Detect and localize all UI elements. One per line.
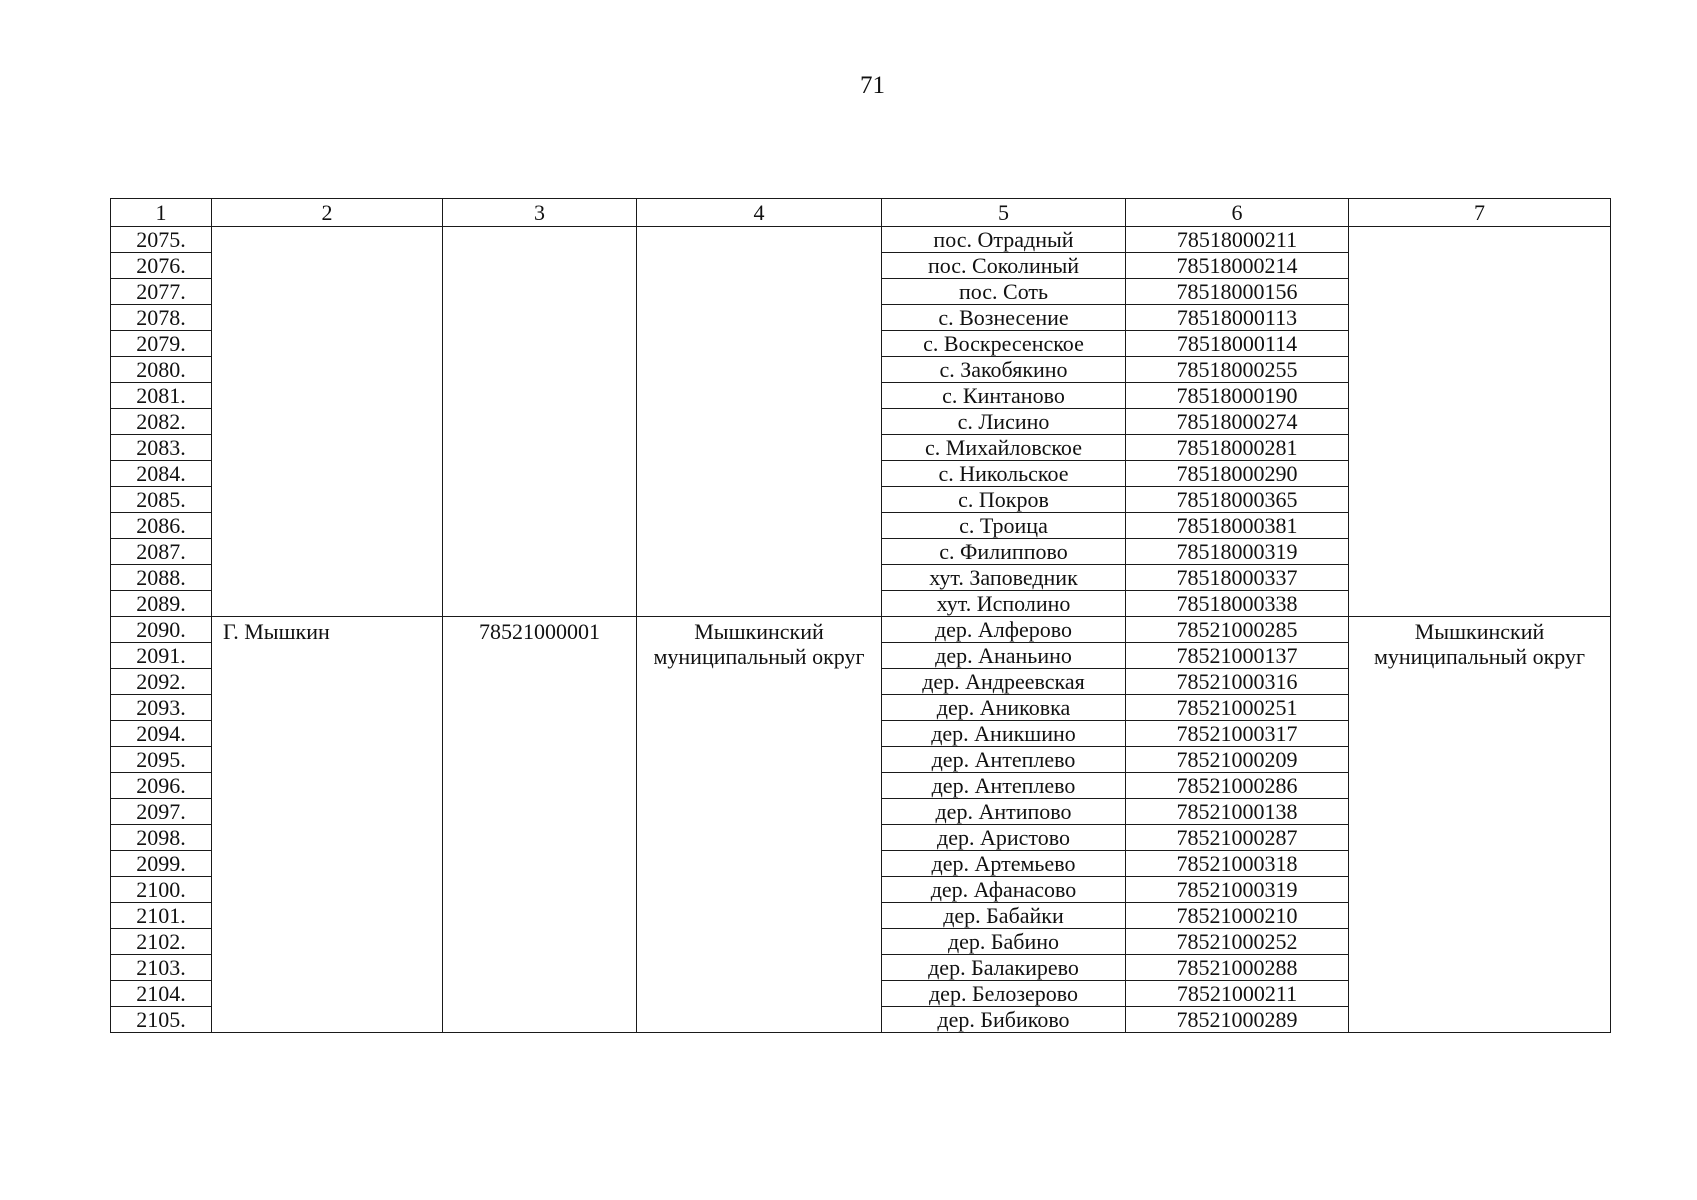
region-name: Мышкинский муниципальный округ — [1349, 617, 1611, 1033]
locality-name: дер. Балакирево — [882, 955, 1126, 981]
column-header-4: 4 — [637, 199, 882, 227]
locality-code: 78521000210 — [1126, 903, 1349, 929]
row-number: 2101. — [111, 903, 212, 929]
locality-name: с. Воскресенское — [882, 331, 1126, 357]
row-number: 2077. — [111, 279, 212, 305]
row-number: 2092. — [111, 669, 212, 695]
locality-code: 78521000209 — [1126, 747, 1349, 773]
row-number: 2091. — [111, 643, 212, 669]
locality-code: 78518000114 — [1126, 331, 1349, 357]
locality-code: 78518000211 — [1126, 227, 1349, 253]
locality-name: с. Троица — [882, 513, 1126, 539]
locality-name: пос. Соколиный — [882, 253, 1126, 279]
locality-code: 78521000289 — [1126, 1007, 1349, 1033]
locality-code: 78518000190 — [1126, 383, 1349, 409]
locality-name: дер. Андреевская — [882, 669, 1126, 695]
municipality-name: Мышкинский муниципальный округ — [637, 617, 882, 1033]
locality-name: дер. Аниковка — [882, 695, 1126, 721]
locality-name: дер. Артемьево — [882, 851, 1126, 877]
locality-code: 78521000316 — [1126, 669, 1349, 695]
row-number: 2098. — [111, 825, 212, 851]
row-number: 2102. — [111, 929, 212, 955]
column-header-1: 1 — [111, 199, 212, 227]
locality-code: 78518000156 — [1126, 279, 1349, 305]
locality-name: дер. Алферово — [882, 617, 1126, 643]
locality-code: 78521000251 — [1126, 695, 1349, 721]
row-number: 2090. — [111, 617, 212, 643]
locality-code: 78518000281 — [1126, 435, 1349, 461]
locality-name: с. Никольское — [882, 461, 1126, 487]
row-number: 2078. — [111, 305, 212, 331]
row-number: 2084. — [111, 461, 212, 487]
row-number: 2103. — [111, 955, 212, 981]
locality-code: 78518000337 — [1126, 565, 1349, 591]
row-number: 2099. — [111, 851, 212, 877]
locality-name: дер. Афанасово — [882, 877, 1126, 903]
locality-name: дер. Антипово — [882, 799, 1126, 825]
row-number: 2104. — [111, 981, 212, 1007]
locality-code: 78518000319 — [1126, 539, 1349, 565]
locality-name: с. Кинтаново — [882, 383, 1126, 409]
row-number: 2080. — [111, 357, 212, 383]
locality-code: 78521000211 — [1126, 981, 1349, 1007]
row-number: 2087. — [111, 539, 212, 565]
locality-code: 78521000288 — [1126, 955, 1349, 981]
row-number: 2079. — [111, 331, 212, 357]
row-number: 2086. — [111, 513, 212, 539]
row-number: 2105. — [111, 1007, 212, 1033]
locality-code: 78518000255 — [1126, 357, 1349, 383]
column-header-2: 2 — [212, 199, 443, 227]
locality-name: дер. Антеплево — [882, 773, 1126, 799]
locality-name: дер. Аристово — [882, 825, 1126, 851]
locality-code: 78518000274 — [1126, 409, 1349, 435]
locality-name: дер. Бабайки — [882, 903, 1126, 929]
locality-name: с. Закобякино — [882, 357, 1126, 383]
locality-name: с. Вознесение — [882, 305, 1126, 331]
municipality-name — [637, 227, 882, 617]
row-number: 2083. — [111, 435, 212, 461]
locality-code: 78518000365 — [1126, 487, 1349, 513]
column-header-7: 7 — [1349, 199, 1611, 227]
locality-name: пос. Отрадный — [882, 227, 1126, 253]
settlement-name: Г. Мышкин — [212, 617, 443, 1033]
row-number: 2094. — [111, 721, 212, 747]
locality-name: дер. Белозерово — [882, 981, 1126, 1007]
row-number: 2097. — [111, 799, 212, 825]
locality-code: 78518000381 — [1126, 513, 1349, 539]
locality-name: с. Филиппово — [882, 539, 1126, 565]
locality-name: с. Михайловское — [882, 435, 1126, 461]
row-number: 2093. — [111, 695, 212, 721]
locality-name: дер. Бабино — [882, 929, 1126, 955]
settlement-code: 78521000001 — [443, 617, 637, 1033]
page-number: 71 — [860, 72, 885, 99]
settlement-name — [212, 227, 443, 617]
locality-code: 78518000214 — [1126, 253, 1349, 279]
locality-name: дер. Бибиково — [882, 1007, 1126, 1033]
column-header-5: 5 — [882, 199, 1126, 227]
region-name — [1349, 227, 1611, 617]
locality-code: 78521000138 — [1126, 799, 1349, 825]
row-number: 2089. — [111, 591, 212, 617]
locality-name: с. Покров — [882, 487, 1126, 513]
locality-name: хут. Исполино — [882, 591, 1126, 617]
locality-code: 78521000285 — [1126, 617, 1349, 643]
locality-code: 78521000137 — [1126, 643, 1349, 669]
locality-code: 78521000286 — [1126, 773, 1349, 799]
locality-code: 78521000252 — [1126, 929, 1349, 955]
row-number: 2075. — [111, 227, 212, 253]
locality-code: 78521000317 — [1126, 721, 1349, 747]
locality-name: с. Лисино — [882, 409, 1126, 435]
locality-name: хут. Заповедник — [882, 565, 1126, 591]
locality-name: дер. Антеплево — [882, 747, 1126, 773]
row-number: 2095. — [111, 747, 212, 773]
locality-name: дер. Аникшино — [882, 721, 1126, 747]
column-header-3: 3 — [443, 199, 637, 227]
locality-name: пос. Соть — [882, 279, 1126, 305]
column-header-row — [111, 199, 1611, 227]
settlements-table — [110, 198, 1611, 1033]
row-number: 2088. — [111, 565, 212, 591]
row-number: 2100. — [111, 877, 212, 903]
row-number: 2085. — [111, 487, 212, 513]
locality-code: 78521000319 — [1126, 877, 1349, 903]
table-row — [111, 617, 1611, 643]
row-number: 2076. — [111, 253, 212, 279]
table-row — [111, 227, 1611, 253]
table-body — [111, 199, 1611, 1033]
row-number: 2096. — [111, 773, 212, 799]
row-number: 2081. — [111, 383, 212, 409]
locality-code: 78521000287 — [1126, 825, 1349, 851]
locality-code: 78518000113 — [1126, 305, 1349, 331]
locality-code: 78518000290 — [1126, 461, 1349, 487]
settlement-code — [443, 227, 637, 617]
locality-code: 78521000318 — [1126, 851, 1349, 877]
row-number: 2082. — [111, 409, 212, 435]
locality-name: дер. Ананьино — [882, 643, 1126, 669]
column-header-6: 6 — [1126, 199, 1349, 227]
locality-code: 78518000338 — [1126, 591, 1349, 617]
